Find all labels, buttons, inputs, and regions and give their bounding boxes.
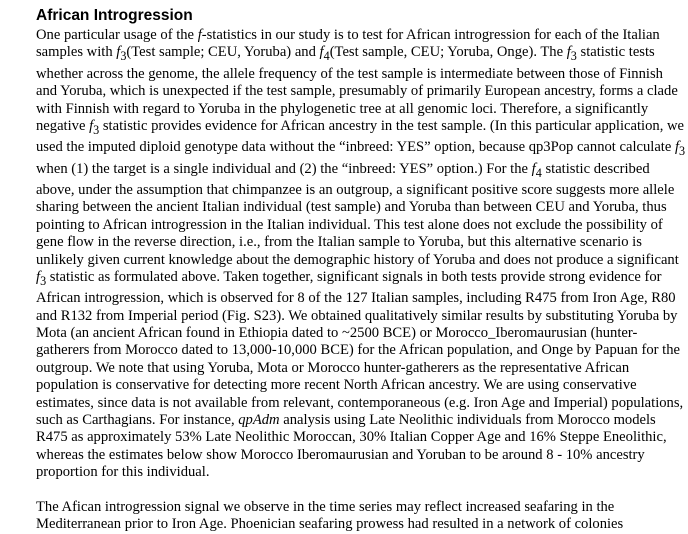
subscript-index: 4 xyxy=(535,165,542,180)
italic-f: f xyxy=(319,44,324,61)
section-heading: African Introgression xyxy=(36,7,193,24)
text-run: (Test sample, CEU; Yoruba, Onge). The xyxy=(329,44,567,61)
text-run: when (1) the target is a single individual and (2) the “inbreed: YES” option.) For the xyxy=(36,160,532,177)
text-run: One particular usage of the xyxy=(36,27,198,43)
italic-f: f xyxy=(116,44,121,61)
subscript-index: 3 xyxy=(120,49,127,64)
paragraph-seafaring: The Afican introgression signal we observe in the time series may reflect increased seafaring in the Mediterranean prior to Iron Age. Phoenician seafaring prowess had resulted in a network of colonies xyxy=(36,498,624,533)
subscript-index: 3 xyxy=(679,144,686,159)
text-run: statistic as formulated above. Taken together, significant signals in both tests provide strong evidence for African introgression, which is observed for 8 of the 127 Italian samples, including R475 from Iron Age, R80 and R132 from Imperial period (Fig. S23). We obtained qualitatively similar results by substituting Yoruba by Mota (an ancient African found in Ethiopia dated to ~2500 BCE) or Morocco_Iberomaurusian (hunter-gatherers from Morocco dated to 13,000-10,000 BCE) for the African population, and Onge by Papuan for the outgroup. We note that using Yoruba, Mota or Morocco hunter-gatherers as the representative African population is conservative for detecting more recent North African ancestry. We are using conservative estimates, since data is not available from relevant, contemporaneous (e.g. Iron Age and Imperial) populations, such as Carthagians. For instance, xyxy=(36,268,684,429)
italic-qpadm: qpAdm xyxy=(238,412,280,429)
subscript-index: 3 xyxy=(40,273,47,288)
italic-f: f xyxy=(89,117,94,134)
text-run: -statistics in our study is to test for African introgression for each of the Italian samples with xyxy=(36,27,660,61)
text-run: analysis using Late Neolithic individuals from Morocco models R475 as approximately 53% Late Neolithic Moroccan, 30% Italian Copper Age and 16% Steppe Eneolithic, whereas the estimates below show Morocco Iberomaurusian and Yoruban to be around 8 - 10% ancestry proportion for this individual. xyxy=(36,412,667,481)
italic-f: f xyxy=(531,160,536,177)
text-run: (Test sample; CEU, Yoruba) and xyxy=(126,44,320,61)
subscript-index: 4 xyxy=(323,49,330,64)
italic-f: f xyxy=(674,139,680,156)
italic-f: f xyxy=(197,27,202,43)
text-run: statistic described above, under the assumption that chimpanzee is an outgroup, a significant positive score suggests more allele sharing between the ancient Italian individual (test sample) and Yoruba than between CEU and Yoruba, thus pointing to African introgression in the Italian individual. This test alone does not exclude the possibility of gene flow in the reverse direction, i.e., from the Italian sample to Yoruba, but this alternative scenario is unlikely given current knowledge about the demographic history of Yoruba and does not produce a significant xyxy=(36,160,679,268)
text-run: statistic provides evidence for African ancestry in the test sample. (In this particular application, we used the imputed diploid genotype data without the “inbreed: YES” option, because qp3Pop cannot calculate xyxy=(36,117,685,156)
italic-f: f xyxy=(566,44,571,61)
italic-f: f xyxy=(36,268,41,285)
subscript-index: 3 xyxy=(570,49,577,64)
text-run: statistic tests whether across the genome, the allele frequency of the test sample is intermediate between those of Finnish and Yoruba, which is unexpected if the test sample, presumably of primarily European ancestry, forms a clade with Finnish with regard to Yoruba in the phylogenetic tree at all genomic loci. Therefore, a significantly negative xyxy=(36,44,678,134)
paragraph-f-statistics xyxy=(36,27,686,482)
subscript-index: 3 xyxy=(93,122,100,137)
